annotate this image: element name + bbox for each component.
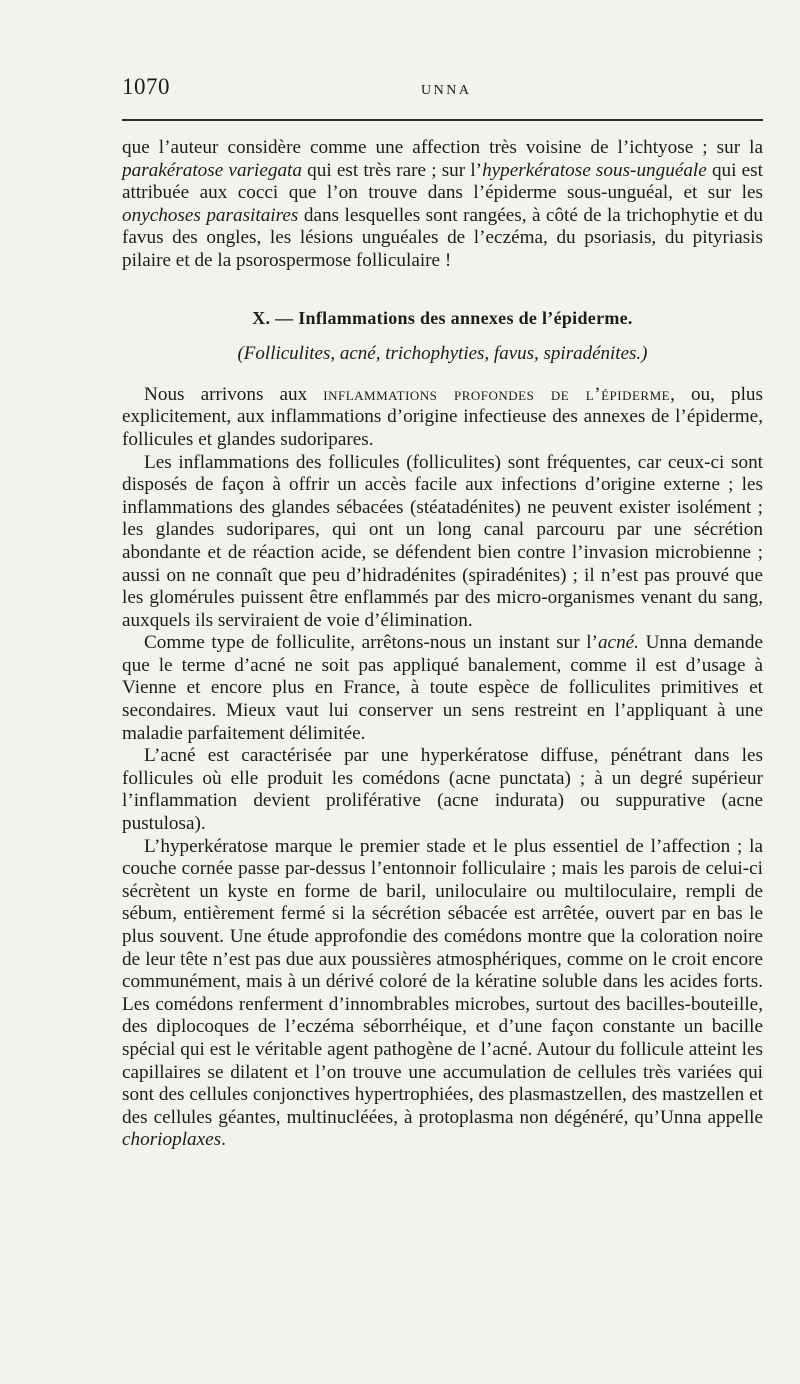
paragraph — [122, 836, 763, 1152]
text-run: que l’auteur considère comme une affection très voisine de l’ichtyose ; sur la — [122, 137, 763, 158]
running-head — [122, 74, 760, 108]
paragraph-continuation — [122, 137, 763, 273]
text-run: qui est attribuée aux cocci que l’on trouve dans l’épiderme sous-unguéal, et sur les — [122, 159, 763, 204]
section-heading: X. — Inflammations des annexes de l’épiderme. — [252, 307, 633, 328]
section-subtitle: (Folliculites, acné, trichophyties, favus, spiradénites.) — [237, 343, 648, 365]
text-run: , ou, plus explicitement, aux inflammations d’origine infectieuse des annexes de l’épiderme, follicules et glandes sudoripares. — [122, 383, 763, 450]
paragraph — [122, 384, 763, 452]
text-run: qui est très rare ; sur l’ — [301, 159, 483, 181]
body-text — [122, 137, 763, 1152]
italic-term: acné. — [597, 632, 639, 654]
header-rule — [122, 119, 763, 121]
text-run: dans lesquelles sont rangées, à côté de la trichophytie et du favus des ongles, les lésions unguéales de l’eczéma, du psoriasis, du pityriasis pilaire et de la psorospermose folliculaire ! — [122, 204, 763, 271]
paragraph: Les inflammations des follicules (folliculites) sont fréquentes, car ceux-ci sont disposés de façon à offrir un accès facile aux infections d’origine externe ; les inflammations des glandes sébacées (stéatadénites) ne peuvent exister isolément ; les glandes sudoripares, qui ont un long canal parcouru par une sécrétion abondante et de réaction acide, se défendent bien contre l’invasion microbienne ; aussi on ne connaît que peu d’hidradénites (spiradénites) ; il n’est pas prouvé que les glomérules puissent être enflammés par des micro-organismes venant du sang, auxquels ils serviraient de voie d’élimination. — [122, 451, 763, 631]
italic-term: parakératose variegata — [122, 159, 302, 181]
page-number: 1070 — [122, 74, 170, 99]
italic-term: chorioplaxes — [122, 1129, 222, 1151]
running-title: UNNA — [421, 83, 472, 98]
text-run: Unna demande que le terme d’acné ne soit pas appliqué banalement, comme il est d’usage à Vienne et encore plus en France, à toute espèce de folliculites primitives et secondaires. Mieux vaut lui conserver un sens restreint en l’appliquant à une maladie parfaitement délimitée. — [122, 632, 763, 744]
italic-term: hyperkératose sous-unguéale — [482, 159, 707, 181]
smallcaps-term: inflammations profondes de l’épiderme — [323, 383, 671, 405]
text-run: Nous arrivons aux — [144, 383, 324, 405]
paragraph: L’acné est caractérisée par une hyperkératose diffuse, pénétrant dans les follicules où elle produit les comédons (acne punctata) ; à un degré supérieur l’inflammation devient proliférative (acne indurata) ou suppurative (acne pustulosa). — [122, 745, 763, 835]
italic-term: onychoses parasitaires — [122, 204, 299, 226]
text-run: . — [221, 1129, 226, 1151]
paragraph — [122, 632, 763, 745]
text-run: Comme type de folliculite, arrêtons-nous un instant sur l’ — [144, 632, 598, 654]
text-run: L’hyperkératose marque le premier stade et le plus essentiel de l’affection ; la couche cornée passe par-dessus l’entonnoir folliculaire ; mais les parois de celui-ci sécrètent un kyste en forme de baril, uniloculaire ou multiloculaire, rempli de sébum, entièrement fermé si la sécrétion sébacée est arrêtée, ouvert par en bas le plus souvent. Une étude approfondie des comédons montre que la coloration noire de leur tête n’est pas due aux poussières atmosphériques, comme on le croit encore communément, mais à un dérivé coloré de la kératine soluble dans les acides forts. Les comédons renferment d’innombrables microbes, surtout des bacilles-bouteille, des diplocoques de l’eczéma séborrhéique, et d’une façon constante un bacille spécial qui est le véritable agent pathogène de l’acné. Autour du follicule atteint les capillaires se dilatent et l’on trouve une accumulation de cellules très variées qui sont des cellules conjonctives hypertrophiées, des plasmastzellen, des mastzellen et des cellules géantes, multinucléées, à protoplasma non dégénéré, qu’Unna appelle — [122, 835, 763, 1128]
